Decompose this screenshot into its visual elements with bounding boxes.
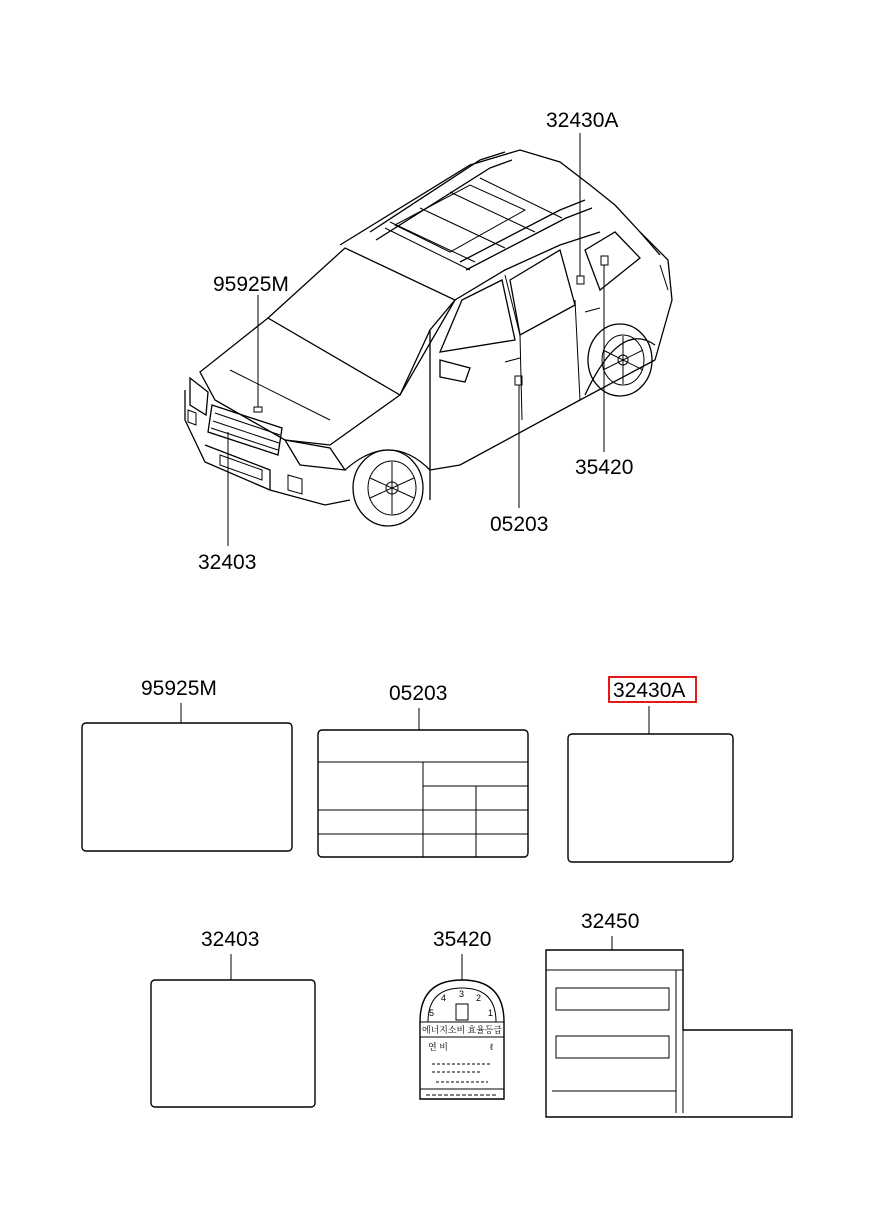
label-95925m-plate [82,723,292,851]
grade-1: 1 [488,1008,494,1018]
label-32430a-plate [568,734,733,862]
grade-5: 5 [429,1008,435,1018]
label-part-05203 [318,682,528,857]
label-32430a-number: 32430A [613,679,686,702]
marker-95925m [254,407,262,412]
callout-32430a: 32430A [546,109,619,132]
callout-95925m: 95925M [213,273,289,296]
label-32450-number: 32450 [581,910,640,933]
label-35420-number: 35420 [433,928,492,951]
grade-2: 2 [476,993,482,1003]
marker-32430a [577,276,584,284]
label-part-32430a [568,677,733,862]
label-95925m-number: 95925M [141,677,217,700]
label-part-35420 [420,928,504,1099]
grade-3: 3 [459,989,465,999]
grade-4: 4 [441,993,447,1003]
label-part-32450 [546,910,792,1117]
fuel-unit: ℓ [490,1042,493,1052]
fuel-field: 연 비 [428,1042,448,1052]
callout-35420: 35420 [575,456,634,479]
callout-32403: 32403 [198,551,257,574]
marker-35420 [601,256,608,265]
callout-05203: 05203 [490,513,549,536]
label-05203-number: 05203 [389,682,448,705]
label-part-95925m [82,677,292,851]
label-32403-number: 32403 [201,928,260,951]
label-part-32403 [151,928,315,1107]
fuel-header: 에너지소비 효율등급 [422,1025,503,1035]
label-32450-plate [546,950,792,1117]
label-32403-plate [151,980,315,1107]
